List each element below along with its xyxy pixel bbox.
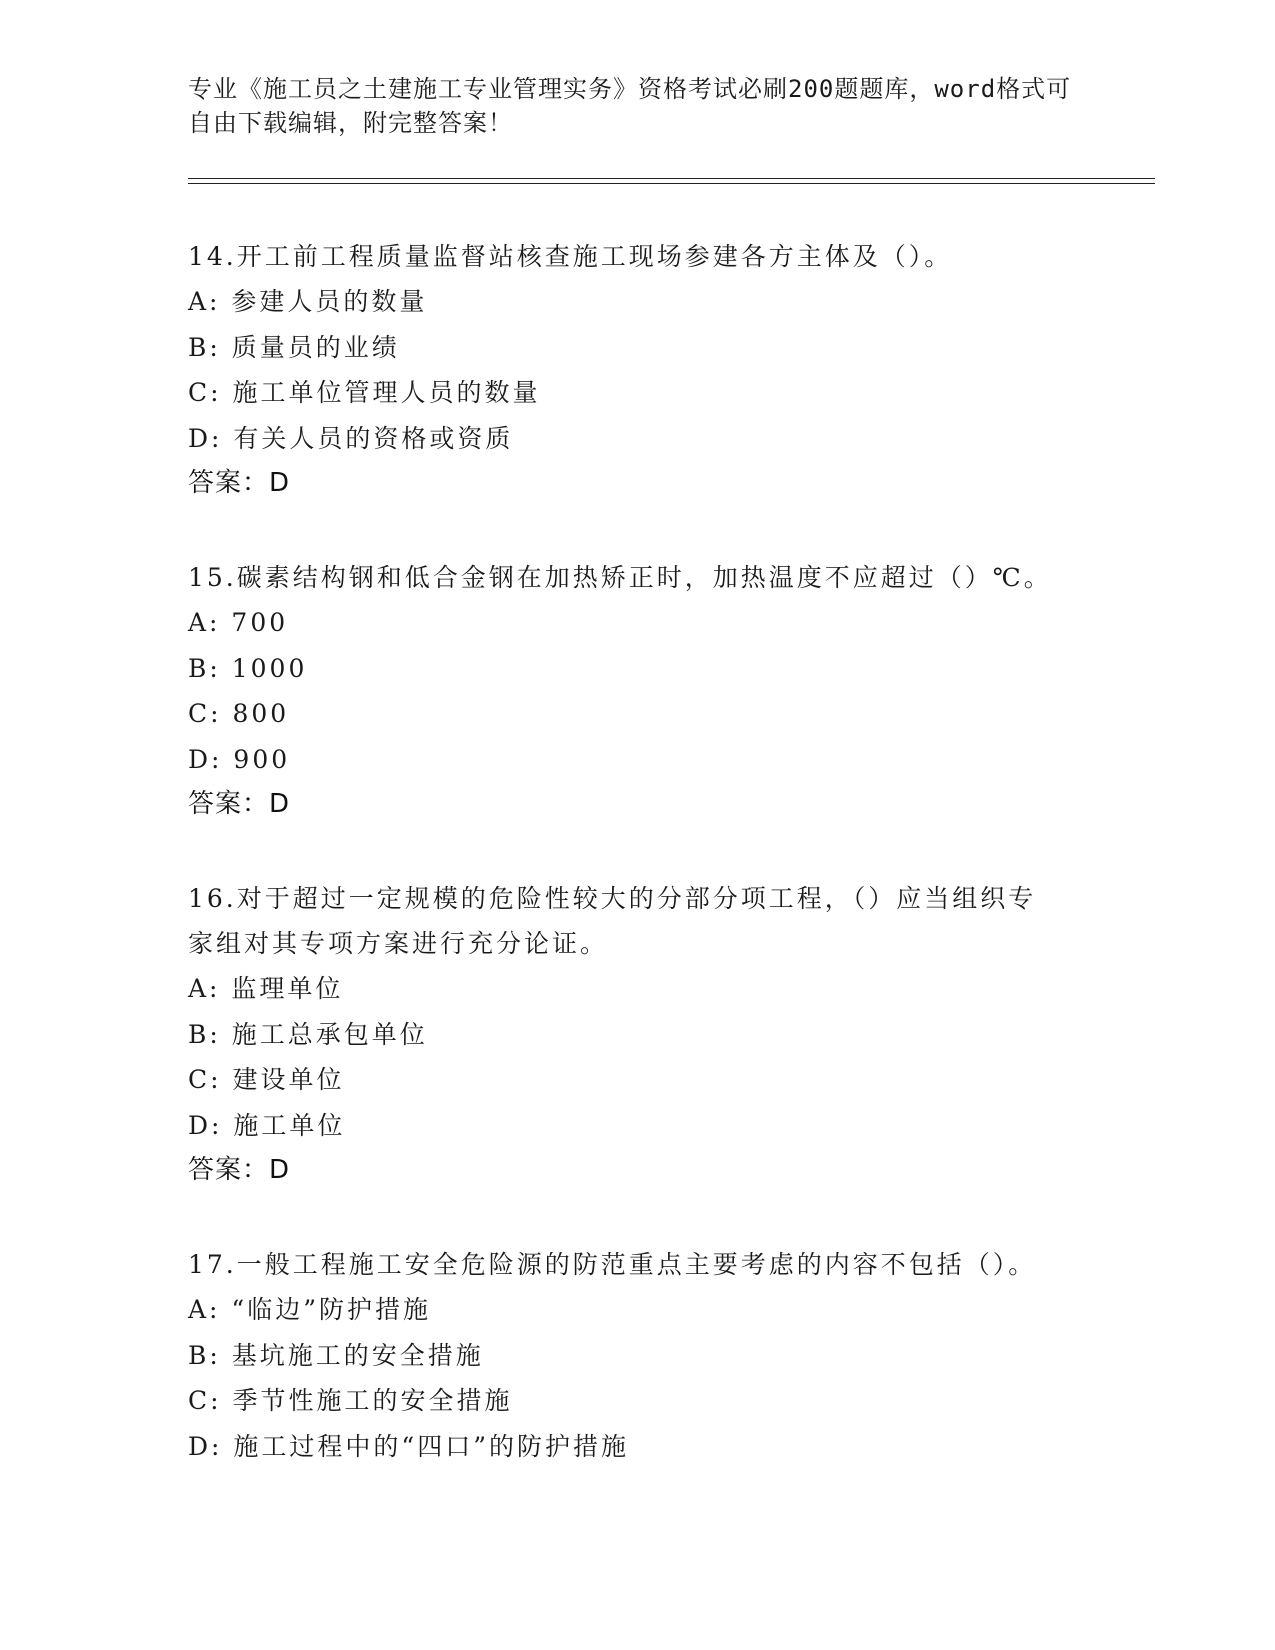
option-c: C: 建设单位 (188, 1065, 345, 1094)
question-15 (188, 555, 1088, 827)
option-a: A: 参建人员的数量 (188, 287, 428, 316)
question-stem: 17.一般工程施工安全危险源的防范重点主要考虑的内容不包括（）。 (188, 1250, 1037, 1279)
question-stem-line-1: 16.对于超过一定规模的危险性较大的分部分项工程，（）应当组织专 (188, 884, 1037, 913)
answer: 答案：D (188, 789, 291, 819)
option-d: D: 施工单位 (188, 1110, 346, 1140)
option-c: C: 施工单位管理人员的数量 (188, 378, 541, 407)
option-b: B: 质量员的业绩 (188, 332, 400, 362)
option-b: B: 基坑施工的安全措施 (188, 1340, 484, 1370)
option-b: B: 施工总承包单位 (188, 1019, 428, 1049)
question-stem: 15.碳素结构钢和低合金钢在加热矫正时，加热温度不应超过（）℃。 (188, 563, 1052, 592)
option-c: C: 季节性施工的安全措施 (188, 1386, 513, 1415)
header-line-2: 自由下载编辑，附完整答案！ (188, 109, 513, 137)
question-stem-line-2: 家组对其专项方案进行充分论证。 (188, 929, 609, 958)
answer: 答案：D (188, 1155, 291, 1185)
option-a: A: 700 (188, 608, 289, 637)
header-line-1: 专业《施工员之土建施工专业管理实务》资格考试必刷200题题库，word格式可 (188, 75, 1072, 103)
option-a: A: “临边”防护措施 (188, 1295, 431, 1324)
option-c: C: 800 (188, 699, 290, 728)
header-divider-top (188, 178, 1155, 179)
answer: 答案：D (188, 468, 291, 498)
option-d: D: 900 (188, 744, 291, 774)
option-a: A: 监理单位 (188, 974, 344, 1003)
option-d: D: 施工过程中的“四口”的防护措施 (188, 1431, 629, 1461)
question-16 (188, 876, 1088, 1193)
header-divider-bottom (188, 183, 1155, 184)
question-17 (188, 1242, 1088, 1469)
question-14 (188, 234, 1088, 506)
option-d: D: 有关人员的资格或资质 (188, 423, 514, 453)
question-stem: 14.开工前工程质量监督站核查施工现场参建各方主体及（）。 (188, 242, 953, 271)
document-header (188, 72, 1088, 140)
option-b: B: 1000 (188, 653, 308, 683)
